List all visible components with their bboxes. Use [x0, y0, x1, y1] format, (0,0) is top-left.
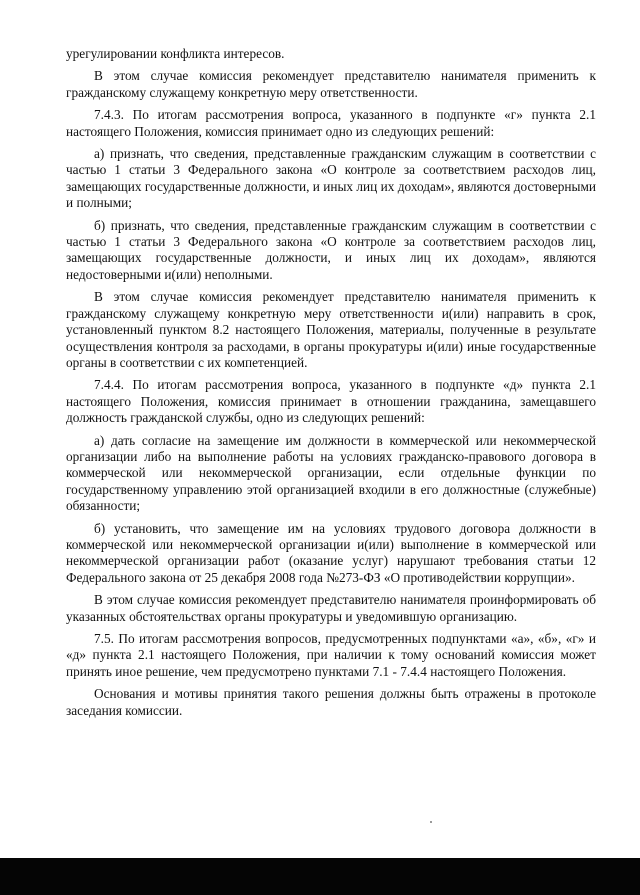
paragraph-7-4-3-a: а) признать, что сведения, представленные гражданским служащим в соответствии с частью 1 статьи 3 Федерального закона «О контроле за соответствием расходов лиц, замещающих государственные должности, и иных лиц их доходам», являются достоверными и полными;: [66, 146, 596, 211]
paragraph-continuation: урегулировании конфликта интересов.: [66, 46, 285, 61]
paragraph-grounds: Основания и мотивы принятия такого решения должны быть отражены в протоколе заседания комиссии.: [66, 686, 596, 718]
paragraph-7-4-3: 7.4.3. По итогам рассмотрения вопроса, указанного в подпункте «г» пункта 2.1 настоящего Положения, комиссия принимает одно из следующих решений:: [66, 107, 596, 139]
paragraph-7-5: 7.5. По итогам рассмотрения вопросов, предусмотренных подпунктами «а», «б», «г» и «д» пункта 2.1 настоящего Положения, при наличии к тому оснований комиссия может принять иное решение, чем предусмотрено пунктами 7.1 - 7.4.4 настоящего Положения.: [66, 631, 596, 679]
scan-border-bottom: [0, 858, 640, 895]
paragraph-recommendation-1: В этом случае комиссия рекомендует представителю нанимателя применить к гражданскому служащему конкретную меру ответственности.: [66, 68, 596, 100]
paragraph-7-4-3-b: б) признать, что сведения, представленные гражданским служащим в соответствии с частью 1 статьи 3 Федерального закона «О контроле за соответствием расходов лиц, замещающих государственные должности, и иных лиц их доходам», являются недостоверными и(или) неполными.: [66, 217, 596, 282]
document-body: [66, 46, 596, 725]
paragraph-7-4-4: 7.4.4. По итогам рассмотрения вопроса, указанного в подпункте «д» пункта 2.1 настоящего Положения, комиссия принимает в отношении гражданина, замещавшего должность гражданской службы, одно из следующих решений:: [66, 377, 596, 426]
paragraph-recommendation-3: В этом случае комиссия рекомендует представителю нанимателя проинформировать об указанных обстоятельствах органы прокуратуры и уведомившую организацию.: [66, 592, 596, 624]
paragraph-recommendation-2: В этом случае комиссия рекомендует представителю нанимателя применить к гражданскому служащему конкретную меру ответственности и(или) направить в срок, установленный пунктом 8.2 настоящего Положения, материалы, полученные в результате осуществления контроля за расходами, в органы прокуратуры и(или) иные государственные органы в соответствии с их компетенцией.: [66, 289, 596, 370]
paragraph-7-4-4-a: а) дать согласие на замещение им должности в коммерческой или некоммерческой организации либо на выполнение работы на условиях гражданско-правового договора в коммерческой или некоммерческой организации, если отдельные функции по государственному управлению этой организацией входили в его должностные (служебные) обязанности;: [66, 432, 596, 514]
paragraph-7-4-4-b: б) установить, что замещение им на условиях трудового договора должности в коммерческой или некоммерческой организации и(или) выполнение в коммерческой или некоммерческой организации работ (оказание услуг) нарушают требования статьи 12 Федерального закона от 25 декабря 2008 года №273-ФЗ «О противодействии коррупции».: [66, 520, 596, 585]
scan-speck: [430, 821, 432, 823]
